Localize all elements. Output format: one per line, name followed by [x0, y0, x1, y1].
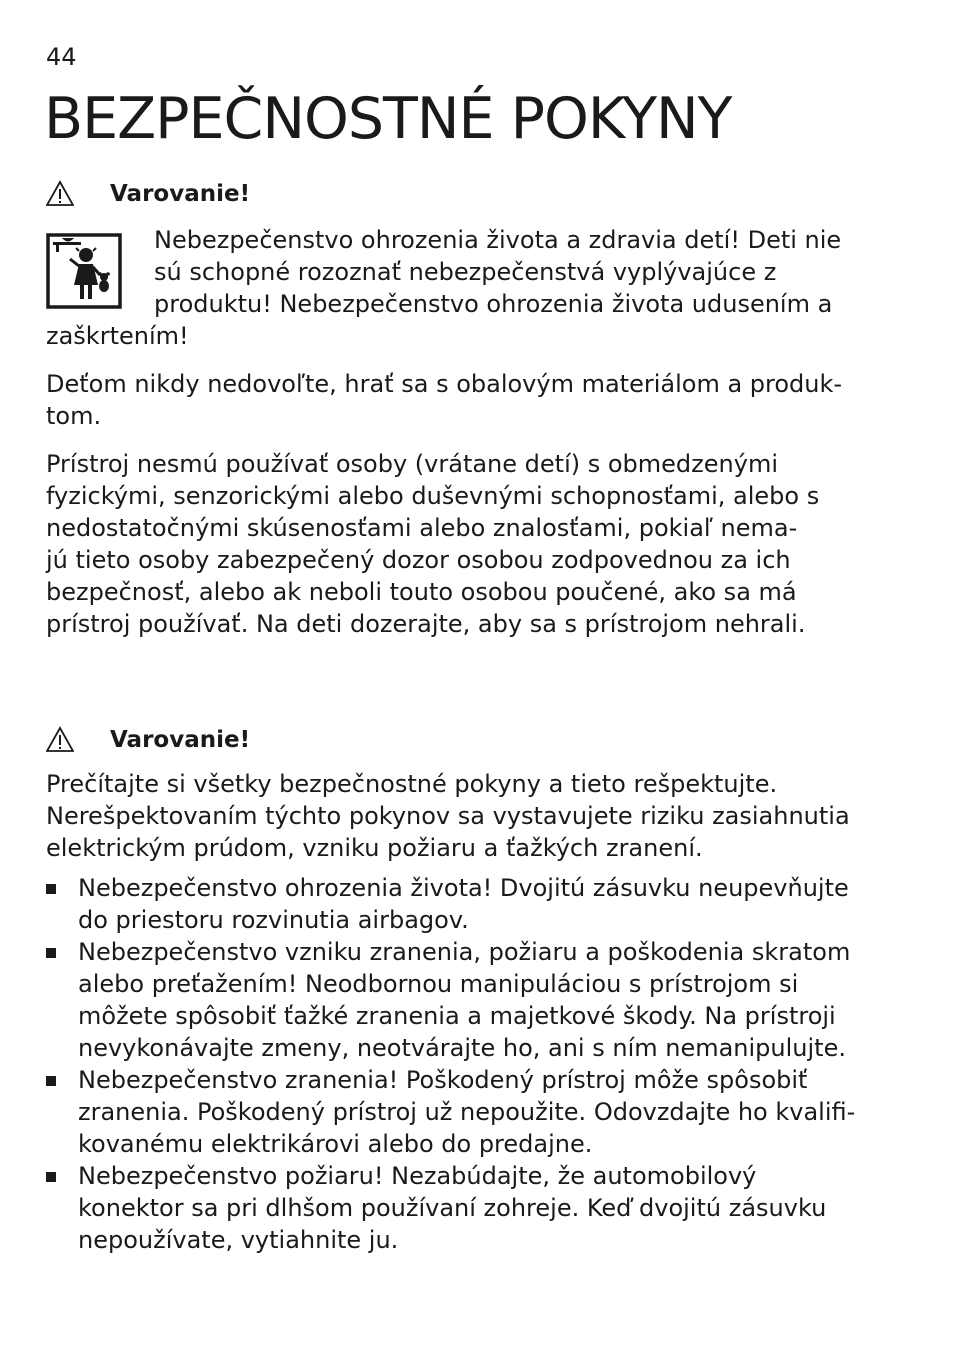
page-title: BEZPEČNOSTNÉ POKYNY	[44, 86, 732, 152]
text-line: fyzickými, senzorickými alebo duševnými schopnosťami, alebo s	[46, 482, 820, 510]
square-bullet-icon	[46, 948, 56, 958]
section1-paragraph-2	[46, 368, 906, 432]
text-line: jú tieto osoby zabezpečený dozor osobou zodpovednou za ich	[46, 546, 791, 574]
text-line: sú schopné rozoznať nebezpečenstvá vyplývajúce z	[154, 258, 777, 286]
text-line: zaškrtením!	[46, 322, 189, 350]
section2-heading-label: Varovanie!	[110, 727, 251, 753]
text-line: Deťom nikdy nedovoľte, hrať sa s obalovým materiálom a produk-	[46, 370, 843, 398]
text-line: Nebezpečenstvo požiaru! Nezabúdajte, že automobilový	[78, 1162, 757, 1190]
text-line: nevykonávajte zmeny, neotvárajte ho, ani s ním nemanipulujte.	[78, 1034, 846, 1062]
text-line: prístroj používať. Na deti dozerajte, aby sa s prístrojom nehrali.	[46, 610, 806, 638]
text-line: konektor sa pri dlhšom používaní zohreje. Keď dvojitú zásuvku	[78, 1194, 827, 1222]
bullet-list	[46, 872, 912, 1256]
list-item	[46, 1160, 912, 1256]
section1-intro	[46, 224, 906, 352]
text-line: do priestoru rozvinutia airbagov.	[78, 906, 469, 934]
square-bullet-icon	[46, 1076, 56, 1086]
list-item	[46, 872, 912, 936]
text-line: alebo preťažením! Neodbornou manipuláciou s prístrojom si	[78, 970, 799, 998]
text-line: Prístroj nesmú používať osoby (vrátane detí) s obmedzenými	[46, 450, 778, 478]
text-line: zranenia. Poškodený prístroj už nepoužite. Odovzdajte ho kvalifi-	[78, 1098, 856, 1126]
text-line: nedostatočnými skúsenosťami alebo znalosťami, pokiaľ nema-	[46, 514, 798, 542]
text-line: Nebezpečenstvo vzniku zranenia, požiaru a poškodenia skratom	[78, 938, 851, 966]
text-line: elektrickým prúdom, vzniku požiaru a ťažkých zranení.	[46, 834, 703, 862]
square-bullet-icon	[46, 1172, 56, 1182]
page-number: 44	[46, 43, 77, 71]
warning-triangle-icon	[46, 726, 74, 754]
text-line: Nerešpektovaním týchto pokynov sa vystavujete riziku zasiahnutia	[46, 802, 850, 830]
list-item	[46, 936, 912, 1064]
section1-heading-label: Varovanie!	[110, 181, 251, 207]
warning-triangle-icon	[46, 180, 74, 208]
section2-heading	[46, 724, 251, 756]
list-item	[46, 1064, 912, 1160]
text-line: Prečítajte si všetky bezpečnostné pokyny a tieto rešpektujte.	[46, 770, 778, 798]
square-bullet-icon	[46, 884, 56, 894]
text-line: kovanému elektrikárovi alebo do predajne.	[78, 1130, 593, 1158]
text-line: Nebezpečenstvo ohrozenia života a zdravia detí! Deti nie	[154, 226, 842, 254]
section1-heading	[46, 178, 251, 210]
text-line: bezpečnosť, alebo ak neboli touto osobou poučené, ako sa má	[46, 578, 797, 606]
text-line: Nebezpečenstvo ohrozenia života! Dvojitú zásuvku neupevňujte	[78, 874, 849, 902]
text-line: nepoužívate, vytiahnite ju.	[78, 1226, 399, 1254]
text-line: Nebezpečenstvo zranenia! Poškodený prístroj môže spôsobiť	[78, 1066, 808, 1094]
text-line: môžete spôsobiť ťažké zranenia a majetkové škody. Na prístroji	[78, 1002, 836, 1030]
text-line: tom.	[46, 402, 102, 430]
section2-intro	[46, 768, 906, 864]
section1-paragraph-3	[46, 448, 906, 640]
text-line: produktu! Nebezpečenstvo ohrozenia života udusením a	[154, 290, 833, 318]
